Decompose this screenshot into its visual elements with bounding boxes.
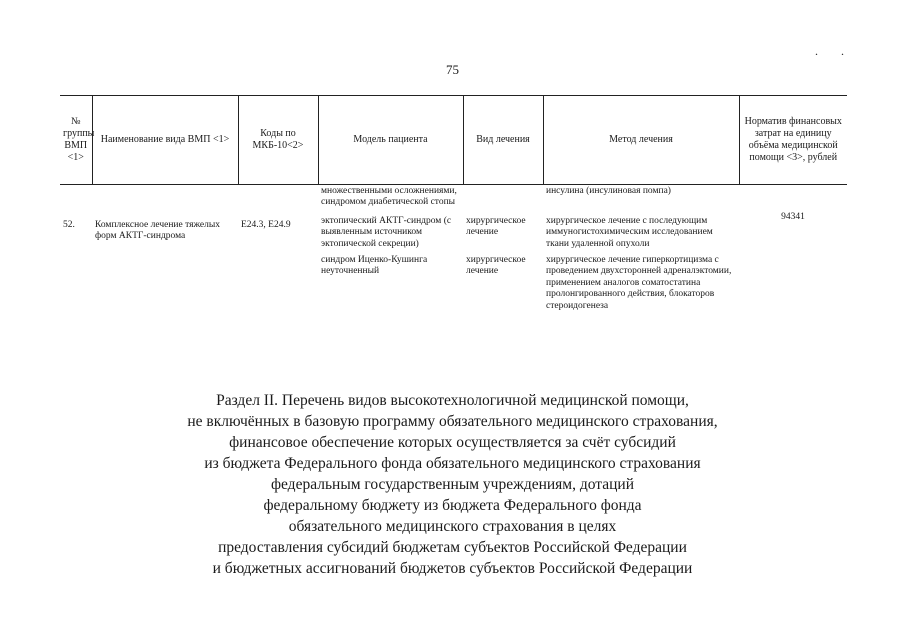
cell-type-sub2: хирургическое лечение: [466, 254, 526, 277]
cell-vmp-name: Комплексное лечение тяжелых форм АКТГ-синдрома: [95, 219, 221, 242]
header-patient-model: Модель пациента: [318, 96, 463, 185]
header-cost-norm: Норматив финансовых затрат на единицу объёма медицинской помощи <3>, рублей: [739, 96, 847, 185]
section-title-line: предоставления субсидий бюджетам субъектов Российской Федерации: [218, 539, 687, 556]
cell-type-sub1: хирургическое лечение: [466, 215, 526, 238]
cell-model-sub2: синдром Иценко-Кушинга неуточненный: [321, 254, 428, 277]
cell-method-sub2: хирургическое лечение гиперкортицизма с проведением двухсторонней адреналэктомии, применением аналогов соматостатина пролонгированного действия, блокаторов стероидогенеза: [546, 254, 732, 311]
header-icd-codes: Коды по МКБ-10<2>: [238, 96, 318, 185]
section-title: [0, 390, 905, 579]
section-title-line: федеральному бюджету из бюджета Федерального фонда: [263, 497, 642, 514]
section-title-line: федеральным государственным учреждениям, дотаций: [270, 476, 635, 493]
section-title-line: финансовое обеспечение которых осуществляется за счёт субсидий: [229, 434, 676, 451]
section-title-line: из бюджета Федерального фонда обязательного медицинского страхования: [204, 455, 701, 472]
table-row-52: [60, 210, 847, 251]
header-treatment-method: Метод лечения: [543, 96, 739, 185]
cell-row-number: 52.: [63, 219, 75, 230]
header-treatment-type: Вид лечения: [463, 96, 543, 185]
section-title-line: и бюджетных ассигнований бюджетов субъектов Российской Федерации: [212, 560, 693, 577]
cell-model-continuation: множественными осложнениями, синдромом диабетической стопы: [321, 186, 457, 208]
table-row-52-sub2: [60, 251, 847, 313]
header-group-number: № группы ВМП <1>: [60, 96, 92, 185]
cell-icd-codes: E24.3, E24.9: [241, 219, 291, 230]
section-title-line: обязательного медицинского страхования в целях: [288, 518, 617, 535]
vmp-table: [60, 95, 847, 313]
header-vmp-name: Наименование вида ВМП <1>: [92, 96, 238, 185]
cell-method-sub1: хирургическое лечение с последующим иммуногистохимическим исследованием ткани удаленной опухоли: [546, 215, 713, 249]
section-title-line: не включённых в базовую программу обязательного медицинского страхования,: [187, 413, 718, 430]
cell-method-continuation: инсулина (инсулиновая помпа): [546, 186, 671, 196]
section-title-line: Раздел II. Перечень видов высокотехнологичной медицинской помощи,: [216, 392, 689, 409]
vmp-table-container: [60, 95, 847, 313]
table-row-continuation: [60, 185, 847, 210]
scan-dots: . .: [815, 44, 854, 58]
table-header-row: [60, 96, 847, 185]
cell-cost: 94341: [781, 211, 805, 222]
cell-model-sub1: эктопический АКТГ-синдром (с выявленным источником эктопической секреции): [321, 215, 452, 249]
page-number: 75: [446, 62, 459, 77]
